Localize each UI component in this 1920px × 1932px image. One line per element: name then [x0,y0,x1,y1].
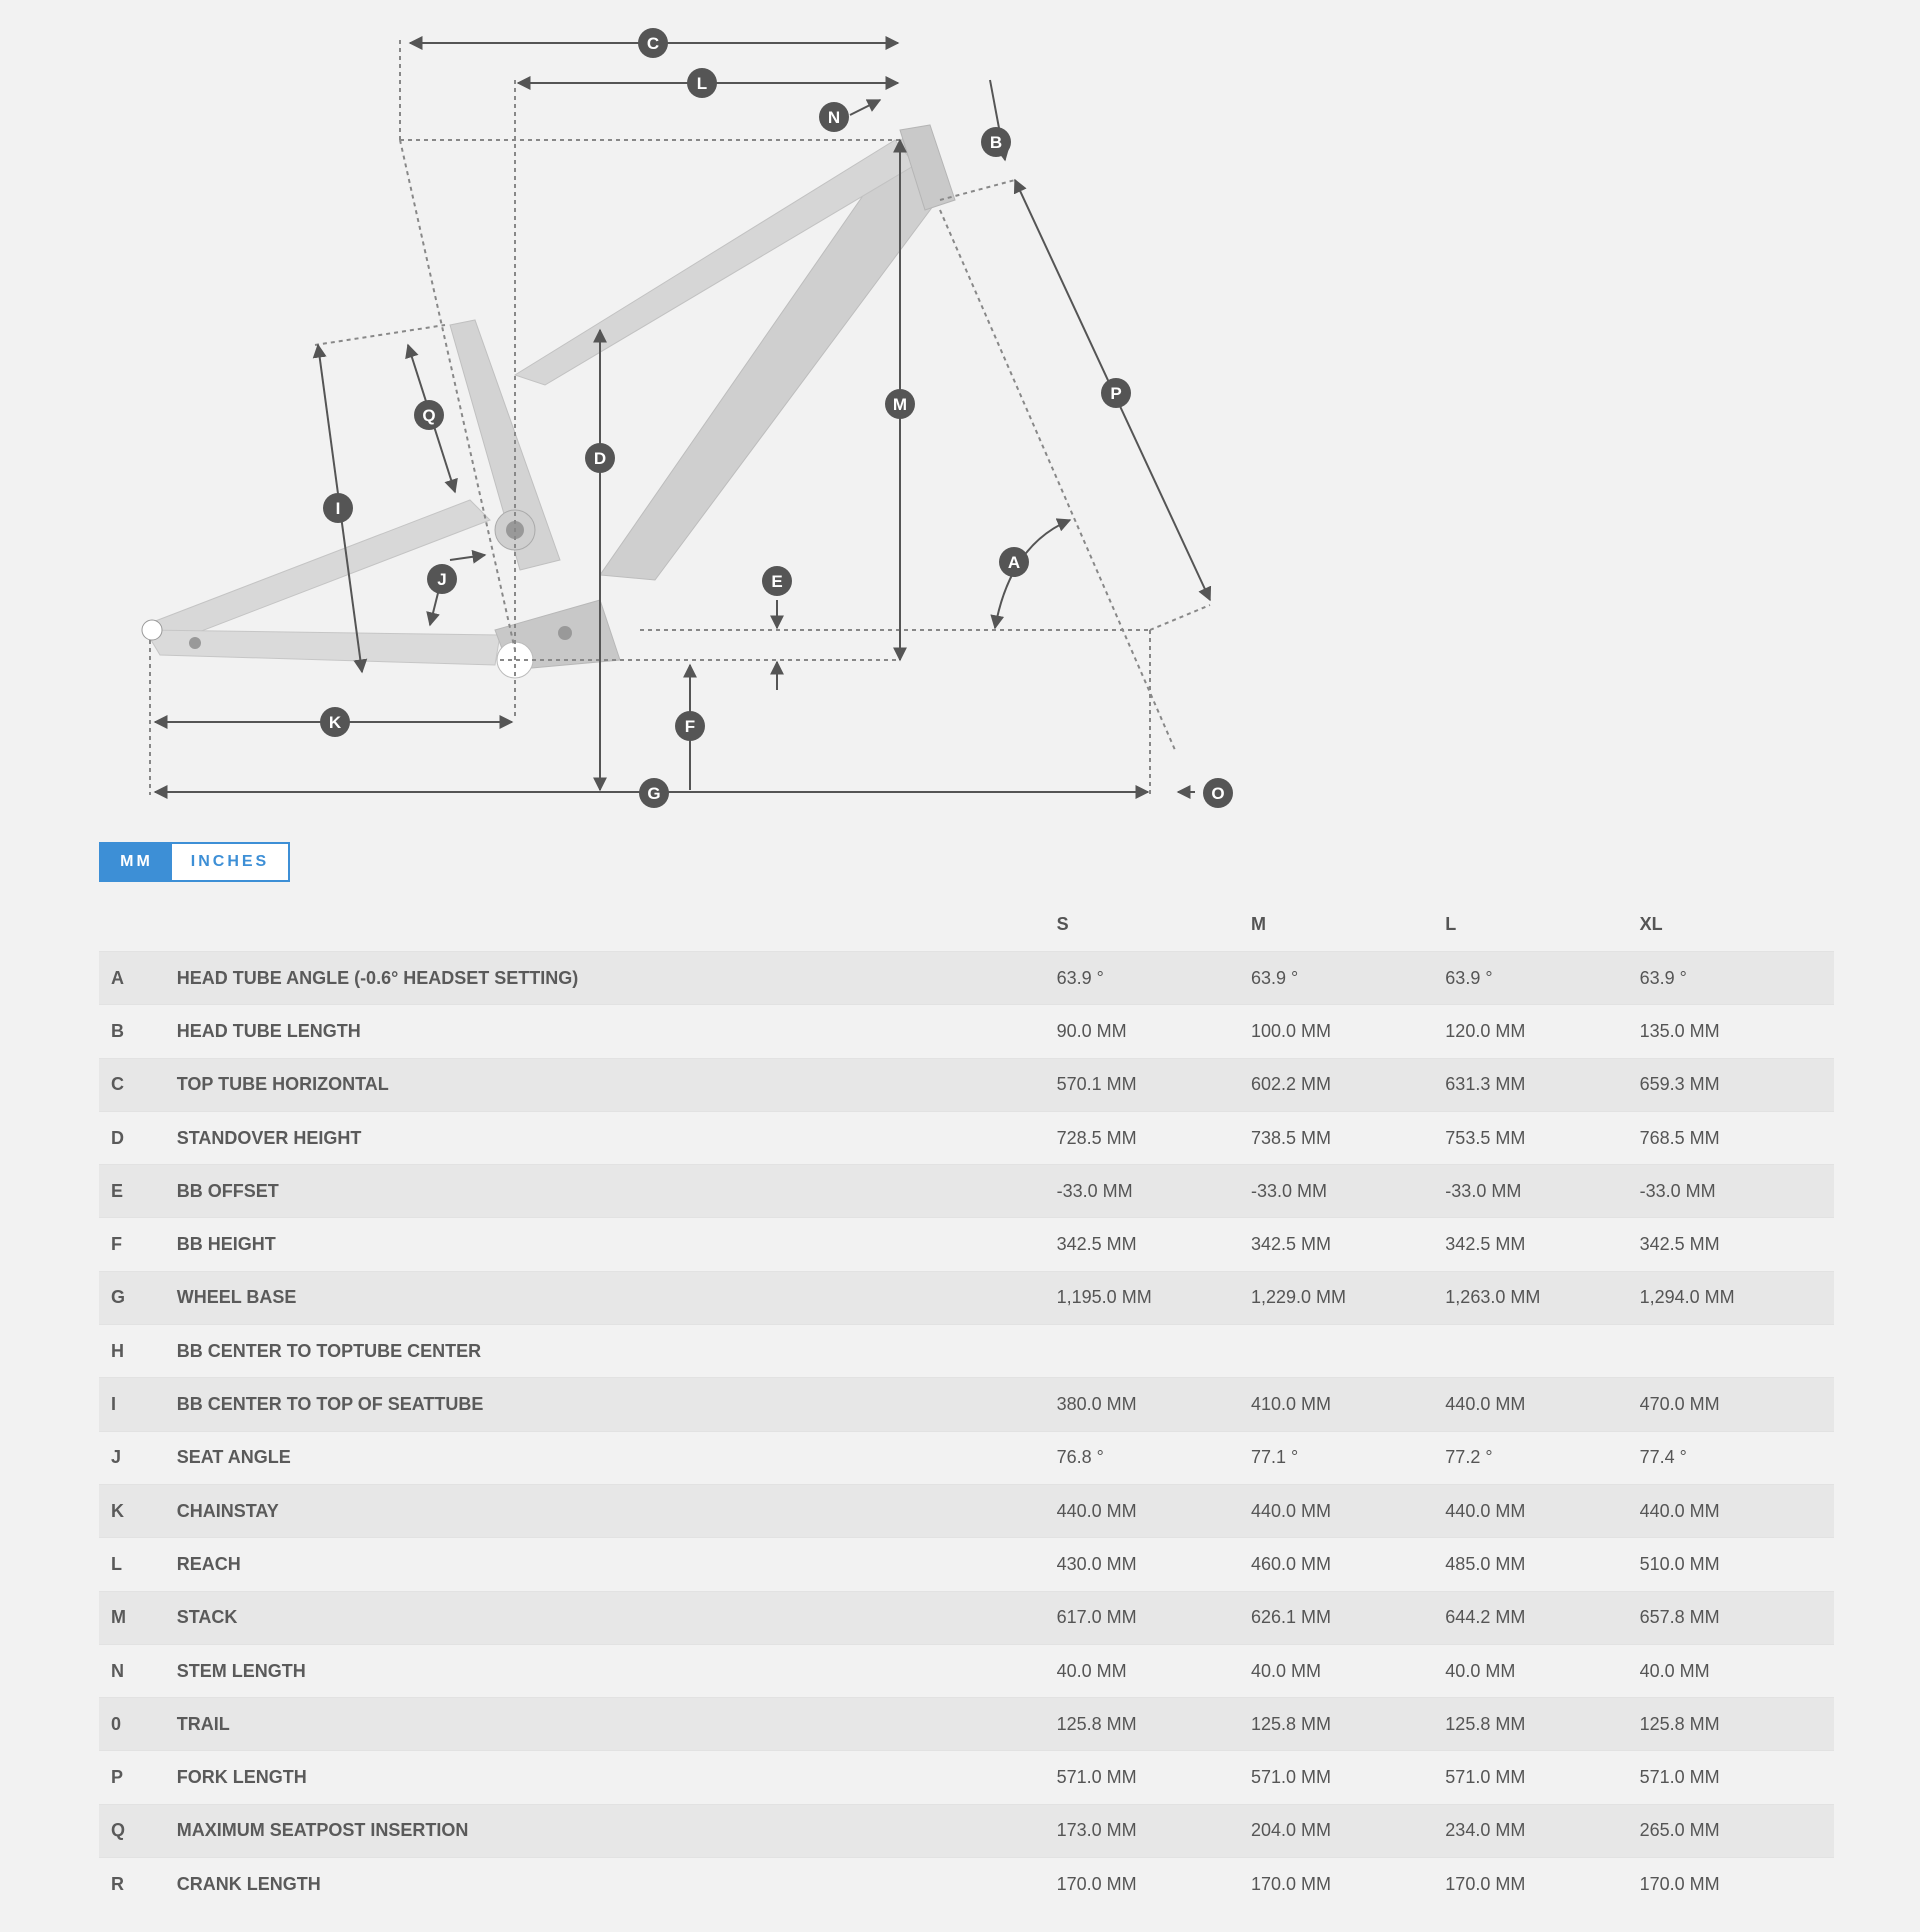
table-row [99,1591,1834,1644]
label-o [1203,778,1233,808]
measurement-value-m: -33.0 MM [1251,1165,1445,1218]
label-f [675,711,705,741]
measurement-value-m: 460.0 MM [1251,1538,1445,1591]
label-a [999,547,1029,577]
measurement-value-xl: 342.5 MM [1640,1218,1834,1271]
label-q [414,400,444,430]
measurement-name: TRAIL [177,1698,1057,1751]
label-d [585,443,615,473]
table-row [99,1484,1834,1537]
table-row [99,1165,1834,1218]
measurement-value-s: 430.0 MM [1057,1538,1251,1591]
measurement-value-l: 753.5 MM [1445,1111,1639,1164]
table-row [99,1644,1834,1697]
measurement-value-l: 1,263.0 MM [1445,1271,1639,1324]
table-row [99,1698,1834,1751]
geometry-table-body [99,952,1834,1911]
table-row [99,1218,1834,1271]
label-b [981,127,1011,157]
label-l [687,68,717,98]
dimension-lines [150,40,1210,795]
measurement-value-xl: 470.0 MM [1640,1378,1834,1431]
label-n [819,102,849,132]
measurement-value-xl: -33.0 MM [1640,1165,1834,1218]
measurement-value-s: 728.5 MM [1057,1111,1251,1164]
measurement-value-m: 170.0 MM [1251,1858,1445,1911]
size-header-m: M [1250,914,1266,934]
measurement-value-m: 40.0 MM [1251,1644,1445,1697]
svg-text:D: D [593,449,607,468]
measurement-value-l: 63.9 ° [1445,952,1639,1005]
measurement-value-l: 234.0 MM [1445,1804,1639,1857]
measurement-letter: R [99,1858,177,1911]
measurement-letter: 0 [99,1698,177,1751]
svg-text:N: N [827,108,841,127]
measurement-letter: F [99,1218,177,1271]
measurement-letter: P [99,1751,177,1804]
svg-text:Q: Q [422,406,436,425]
measurement-name: STANDOVER HEIGHT [177,1111,1057,1164]
measurement-letter: D [99,1111,177,1164]
mm-unit-button[interactable]: MM [101,844,172,880]
measurement-value-l: 485.0 MM [1445,1538,1639,1591]
measurement-letter: E [99,1165,177,1218]
label-j [427,564,457,594]
measurement-value-xl [1640,1325,1834,1378]
measurement-value-s: 170.0 MM [1057,1858,1251,1911]
measurement-name: MAXIMUM SEATPOST INSERTION [177,1804,1057,1857]
label-i [323,493,353,523]
measurement-value-l: 342.5 MM [1445,1218,1639,1271]
svg-text:L: L [696,74,708,93]
measurement-letter: G [99,1271,177,1324]
measurement-value-xl: 440.0 MM [1640,1484,1834,1537]
measurement-value-m: 410.0 MM [1251,1378,1445,1431]
svg-text:J: J [437,570,447,589]
measurement-value-s: 1,195.0 MM [1057,1271,1251,1324]
svg-text:M: M [892,395,908,414]
table-row [99,1751,1834,1804]
label-m [885,389,915,419]
measurement-value-l: 440.0 MM [1445,1484,1639,1537]
measurement-letter: H [99,1325,177,1378]
svg-text:G: G [647,784,661,803]
inches-unit-button[interactable]: INCHES [172,844,288,880]
measurement-value-m: 738.5 MM [1251,1111,1445,1164]
unit-toggle [99,842,290,882]
measurement-value-s: -33.0 MM [1057,1165,1251,1218]
frame-diagram-svg [0,0,1920,830]
measurement-name: BB OFFSET [177,1165,1057,1218]
measurement-value-l: 644.2 MM [1445,1591,1639,1644]
label-e [762,566,792,596]
table-row [99,1538,1834,1591]
measurement-value-s: 571.0 MM [1057,1751,1251,1804]
measurement-value-l: 571.0 MM [1445,1751,1639,1804]
measurement-name: CRANK LENGTH [177,1858,1057,1911]
measurement-value-l [1445,1325,1639,1378]
measurement-value-m: 342.5 MM [1251,1218,1445,1271]
measurement-name: BB CENTER TO TOPTUBE CENTER [177,1325,1057,1378]
label-g [639,778,669,808]
measurement-value-l: -33.0 MM [1445,1165,1639,1218]
measurement-letter: N [99,1644,177,1697]
measurement-letter: K [99,1484,177,1537]
label-c [638,28,668,58]
geometry-table [99,898,1834,1911]
measurement-value-m: 63.9 ° [1251,952,1445,1005]
measurement-value-s: 617.0 MM [1057,1591,1251,1644]
table-row [99,1111,1834,1164]
measurement-name: HEAD TUBE ANGLE (-0.6° HEADSET SETTING) [177,952,1057,1005]
measurement-name: FORK LENGTH [177,1751,1057,1804]
measurement-letter: L [99,1538,177,1591]
measurement-letter: C [99,1058,177,1111]
measurement-value-l: 170.0 MM [1445,1858,1639,1911]
dimension-labels [320,28,1233,808]
measurement-value-xl: 135.0 MM [1640,1005,1834,1058]
measurement-name: BB CENTER TO TOP OF SEATTUBE [177,1378,1057,1431]
size-header-xl: XL [1639,914,1663,934]
measurement-name: HEAD TUBE LENGTH [177,1005,1057,1058]
measurement-value-xl: 77.4 ° [1640,1431,1834,1484]
svg-text:O: O [1211,784,1225,803]
measurement-value-xl: 657.8 MM [1640,1591,1834,1644]
measurement-value-m: 626.1 MM [1251,1591,1445,1644]
table-row [99,1058,1834,1111]
svg-text:E: E [771,572,783,591]
svg-text:B: B [989,133,1003,152]
measurement-name: BB HEIGHT [177,1218,1057,1271]
measurement-value-l: 40.0 MM [1445,1644,1639,1697]
measurement-value-l: 631.3 MM [1445,1058,1639,1111]
measurement-value-xl: 63.9 ° [1640,952,1834,1005]
measurement-value-l: 125.8 MM [1445,1698,1639,1751]
table-row [99,1325,1834,1378]
measurement-value-s [1057,1325,1251,1378]
measurement-value-s: 173.0 MM [1057,1804,1251,1857]
measurement-value-m: 571.0 MM [1251,1751,1445,1804]
measurement-value-m: 602.2 MM [1251,1058,1445,1111]
measurement-value-s: 380.0 MM [1057,1378,1251,1431]
table-row [99,1431,1834,1484]
svg-text:C: C [646,34,660,53]
measurement-name: STEM LENGTH [177,1644,1057,1697]
measurement-value-s: 125.8 MM [1057,1698,1251,1751]
table-row [99,1858,1834,1911]
table-header-row [99,898,1834,952]
measurement-name: CHAINSTAY [177,1484,1057,1537]
measurement-value-m: 100.0 MM [1251,1005,1445,1058]
measurement-value-l: 120.0 MM [1445,1005,1639,1058]
measurement-value-s: 342.5 MM [1057,1218,1251,1271]
table-row [99,1271,1834,1324]
measurement-value-m: 440.0 MM [1251,1484,1445,1537]
frame-silhouette [142,125,955,678]
dimension-arrows [155,43,1210,792]
measurement-name: TOP TUBE HORIZONTAL [177,1058,1057,1111]
measurement-letter: Q [99,1804,177,1857]
measurement-value-s: 440.0 MM [1057,1484,1251,1537]
table-row [99,952,1834,1005]
measurement-value-xl: 768.5 MM [1640,1111,1834,1164]
measurement-value-xl: 659.3 MM [1640,1058,1834,1111]
measurement-value-m: 77.1 ° [1251,1431,1445,1484]
measurement-value-m [1251,1325,1445,1378]
measurement-value-s: 76.8 ° [1057,1431,1251,1484]
label-k [320,707,350,737]
measurement-value-xl: 1,294.0 MM [1640,1271,1834,1324]
svg-text:P: P [1110,384,1122,403]
measurement-value-l: 77.2 ° [1445,1431,1639,1484]
measurement-letter: A [99,952,177,1005]
measurement-value-s: 63.9 ° [1057,952,1251,1005]
svg-text:I: I [335,499,341,518]
measurement-name: REACH [177,1538,1057,1591]
svg-text:A: A [1007,553,1021,572]
measurement-value-xl: 40.0 MM [1640,1644,1834,1697]
measurement-value-s: 40.0 MM [1057,1644,1251,1697]
measurement-value-l: 440.0 MM [1445,1378,1639,1431]
measurement-name: SEAT ANGLE [177,1431,1057,1484]
size-header-l: L [1445,914,1457,934]
measurement-value-xl: 265.0 MM [1640,1804,1834,1857]
measurement-value-s: 570.1 MM [1057,1058,1251,1111]
measurement-name: WHEEL BASE [177,1271,1057,1324]
svg-text:K: K [328,713,342,732]
measurement-letter: B [99,1005,177,1058]
size-header-s: S [1056,914,1069,934]
measurement-value-m: 125.8 MM [1251,1698,1445,1751]
measurement-value-m: 204.0 MM [1251,1804,1445,1857]
frame-geometry-diagram [0,0,1920,830]
table-row [99,1804,1834,1857]
measurement-value-xl: 125.8 MM [1640,1698,1834,1751]
measurement-letter: I [99,1378,177,1431]
table-row [99,1005,1834,1058]
svg-text:F: F [684,717,696,736]
measurement-value-xl: 571.0 MM [1640,1751,1834,1804]
table-row [99,1378,1834,1431]
label-p [1101,378,1131,408]
measurement-letter: M [99,1591,177,1644]
measurement-value-s: 90.0 MM [1057,1005,1251,1058]
measurement-value-m: 1,229.0 MM [1251,1271,1445,1324]
measurement-value-xl: 510.0 MM [1640,1538,1834,1591]
measurement-name: STACK [177,1591,1057,1644]
measurement-value-xl: 170.0 MM [1640,1858,1834,1911]
measurement-letter: J [99,1431,177,1484]
